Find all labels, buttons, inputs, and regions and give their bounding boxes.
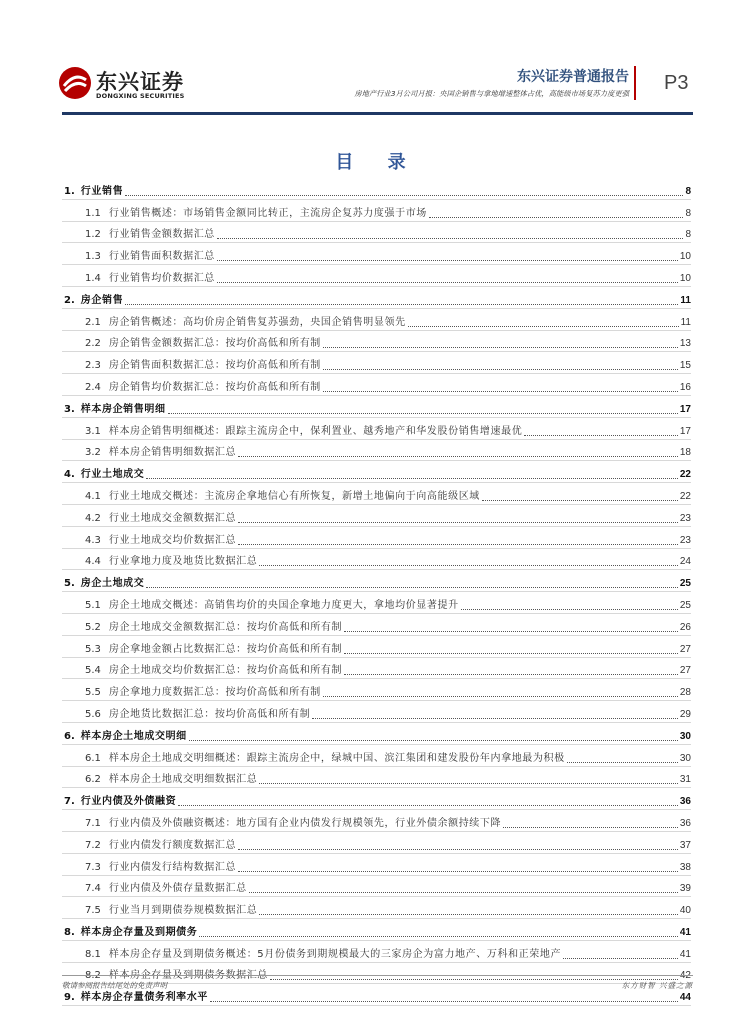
toc-dot-leader bbox=[429, 216, 684, 218]
toc-entry-number: 3.1 bbox=[85, 425, 101, 437]
toc-subsection-link[interactable] bbox=[62, 592, 691, 614]
toc-entry-number: 4.2 bbox=[85, 512, 101, 524]
toc-dot-leader bbox=[312, 717, 678, 719]
toc-section-link[interactable] bbox=[62, 723, 691, 745]
toc-entry-title: 行业内债发行结构数据汇总 bbox=[108, 861, 237, 873]
toc-dot-leader bbox=[482, 499, 678, 501]
toc-dot-leader bbox=[189, 739, 678, 741]
toc-entry-title: 样本房企土地成交明细 bbox=[80, 730, 187, 742]
toc-entry-title: 行业内债及外债存量数据汇总 bbox=[108, 883, 247, 895]
toc-dot-leader bbox=[249, 891, 678, 893]
toc-entry-number: 5.6 bbox=[85, 708, 101, 720]
toc-dot-leader bbox=[146, 477, 678, 479]
toc-page-number: 23 bbox=[679, 512, 691, 524]
toc-entry-title: 样本房企土地成交明细数据汇总 bbox=[108, 774, 258, 786]
toc-dot-leader bbox=[259, 913, 678, 915]
toc-entry-number: 5.3 bbox=[85, 643, 101, 655]
toc-subsection-link[interactable] bbox=[62, 897, 691, 919]
toc-subsection-link[interactable] bbox=[62, 352, 691, 374]
toc-dot-leader bbox=[323, 368, 678, 370]
toc-entry-title: 样本房企存量及到期债务概述：5月份债务到期规模最大的三家房企为富力地产、万科和正荣地产 bbox=[108, 948, 562, 960]
toc-subsection-link[interactable] bbox=[62, 745, 691, 767]
toc-entry-number: 7.1 bbox=[85, 817, 101, 829]
toc-section-link[interactable] bbox=[62, 919, 691, 941]
toc-page-number: 31 bbox=[679, 774, 691, 786]
toc-entry-title: 行业土地成交概述：主流房企拿地信心有所恢复，新增土地偏向于向高能级区域 bbox=[108, 490, 480, 502]
toc-page-number: 23 bbox=[679, 534, 691, 546]
toc-dot-leader bbox=[567, 761, 678, 763]
toc-subsection-link[interactable] bbox=[62, 614, 691, 636]
footer-rule bbox=[62, 975, 693, 976]
toc-entry-title: 房企拿地力度数据汇总：按均价高低和所有制 bbox=[108, 687, 321, 699]
toc-entry-number: 5. bbox=[64, 578, 75, 590]
toc-entry-title: 房企土地成交 bbox=[80, 578, 145, 590]
toc-dot-leader bbox=[210, 1000, 678, 1002]
toc-dot-leader bbox=[461, 608, 678, 610]
toc-subsection-link[interactable] bbox=[62, 243, 691, 265]
toc-section-link[interactable] bbox=[62, 461, 691, 483]
toc-entry-title: 样本房企存量债务利率水平 bbox=[80, 992, 208, 1004]
toc-dot-leader bbox=[563, 957, 678, 959]
toc-entry-title: 房企销售概述：高均价房企销售复苏强劲，央国企销售明显领先 bbox=[108, 316, 406, 328]
toc-dot-leader bbox=[125, 303, 678, 305]
toc-dot-leader bbox=[146, 586, 678, 588]
toc-page-number: 17 bbox=[679, 425, 691, 437]
toc-page-number: 16 bbox=[679, 381, 691, 393]
toc-entry-title: 房企土地成交均价数据汇总：按均价高低和所有制 bbox=[108, 665, 343, 677]
toc-entry-number: 8. bbox=[64, 926, 75, 938]
toc-page-number: 38 bbox=[679, 861, 691, 873]
toc-entry-number: 5.1 bbox=[85, 599, 101, 611]
toc-entry-title: 行业销售概述：市场销售金额同比转正，主流房企复苏力度强于市场 bbox=[108, 207, 427, 219]
header-divider bbox=[634, 66, 636, 100]
toc-entry-title: 行业内债及外债融资 bbox=[80, 796, 177, 808]
company-logo bbox=[58, 66, 183, 104]
toc-subsection-link[interactable] bbox=[62, 527, 691, 549]
toc-entry-number: 7. bbox=[64, 796, 75, 808]
logo-english-name: DONGXING SECURITIES bbox=[96, 92, 185, 100]
toc-page-number: 44 bbox=[679, 992, 691, 1004]
toc-entry-title: 行业土地成交金额数据汇总 bbox=[108, 512, 237, 524]
toc-page-number: 41 bbox=[679, 948, 691, 960]
toc-dot-leader bbox=[524, 434, 678, 436]
toc-subsection-link[interactable] bbox=[62, 331, 691, 353]
toc-dot-leader bbox=[199, 935, 678, 937]
toc-entry-title: 房企销售均价数据汇总：按均价高低和所有制 bbox=[108, 381, 321, 393]
toc-entry-number: 2. bbox=[64, 294, 75, 306]
toc-entry-number: 5.5 bbox=[85, 687, 101, 699]
toc-entry-title: 行业销售金额数据汇总 bbox=[108, 229, 215, 241]
toc-subsection-link[interactable] bbox=[62, 658, 691, 680]
toc-subsection-link[interactable] bbox=[62, 440, 691, 462]
toc-subsection-link[interactable] bbox=[62, 854, 691, 876]
toc-entry-title: 房企地货比数据汇总：按均价高低和所有制 bbox=[108, 708, 311, 720]
toc-entry-number: 7.5 bbox=[85, 905, 101, 917]
toc-section-link[interactable] bbox=[62, 570, 691, 592]
toc-subsection-link[interactable] bbox=[62, 767, 691, 789]
toc-page-number: 36 bbox=[679, 796, 691, 808]
toc-entry-title: 行业内债发行额度数据汇总 bbox=[108, 839, 237, 851]
toc-page-number: 13 bbox=[679, 338, 691, 350]
toc-entry-number: 2.4 bbox=[85, 381, 101, 393]
toc-page-number: 37 bbox=[679, 839, 691, 851]
toc-page-number: 30 bbox=[679, 752, 691, 764]
toc-entry-number: 1.2 bbox=[85, 229, 101, 241]
toc-page-number: 27 bbox=[679, 643, 691, 655]
toc-page-number: 28 bbox=[679, 687, 691, 699]
toc-entry-number: 7.3 bbox=[85, 861, 101, 873]
toc-subsection-link[interactable] bbox=[62, 549, 691, 571]
toc-entry-title: 行业内债及外债融资概述：地方国有企业内债发行规模领先，行业外债余额持续下降 bbox=[108, 817, 502, 829]
toc-entry-title: 行业销售均价数据汇总 bbox=[108, 272, 215, 284]
toc-subsection-link[interactable] bbox=[62, 265, 691, 287]
toc-entry-title: 样本房企土地成交明细概述：跟踪主流房企中，绿城中国、滨江集团和建发股份年内拿地最为积极 bbox=[108, 752, 565, 764]
toc-dot-leader bbox=[125, 194, 683, 196]
toc-entry-number: 4.3 bbox=[85, 534, 101, 546]
page-number: P3 bbox=[664, 72, 689, 94]
toc-page-number: 10 bbox=[679, 272, 691, 284]
toc-dot-leader bbox=[323, 346, 678, 348]
toc-page-number: 10 bbox=[679, 251, 691, 263]
toc-dot-leader bbox=[238, 848, 678, 850]
toc-page-number: 26 bbox=[679, 621, 691, 633]
toc-entry-number: 6.2 bbox=[85, 774, 101, 786]
toc-page-number: 27 bbox=[679, 665, 691, 677]
toc-dot-leader bbox=[323, 390, 678, 392]
toc-dot-leader bbox=[270, 978, 678, 980]
toc-subsection-link[interactable] bbox=[62, 505, 691, 527]
toc-page-number: 24 bbox=[679, 556, 691, 568]
toc-page-number: 30 bbox=[679, 730, 691, 742]
toc-entry-number: 1.4 bbox=[85, 272, 101, 284]
toc-title: 目 录 bbox=[335, 152, 420, 173]
toc-page-number: 36 bbox=[679, 817, 691, 829]
toc-subsection-link[interactable] bbox=[62, 309, 691, 331]
logo-mark-icon bbox=[58, 66, 92, 100]
toc-entry-title: 房企销售 bbox=[80, 294, 124, 306]
toc-entry-number: 7.4 bbox=[85, 883, 101, 895]
toc-page-number: 8 bbox=[685, 229, 691, 241]
toc-entry-title: 房企土地成交概述：高销售均价的央国企拿地力度更大，拿地均价显著提升 bbox=[108, 599, 459, 611]
toc-dot-leader bbox=[238, 870, 678, 872]
toc-entry-title: 行业销售面积数据汇总 bbox=[108, 251, 215, 263]
toc-subsection-link[interactable] bbox=[62, 941, 691, 963]
toc-subsection-link[interactable] bbox=[62, 832, 691, 854]
toc-entry-title: 行业土地成交 bbox=[80, 469, 145, 481]
toc-entry-number: 4.1 bbox=[85, 490, 101, 502]
footer-disclaimer: 敬请参阅报告结尾处的免责声明 bbox=[62, 981, 167, 990]
toc-subsection-link[interactable] bbox=[62, 876, 691, 898]
toc-entry-title: 样本房企销售明细数据汇总 bbox=[108, 447, 237, 459]
toc-entry-number: 1. bbox=[64, 185, 75, 197]
toc-page-number: 22 bbox=[679, 490, 691, 502]
toc-page-number: 8 bbox=[685, 185, 691, 197]
toc-entry-title: 房企销售金额数据汇总：按均价高低和所有制 bbox=[108, 338, 321, 350]
table-of-contents bbox=[62, 178, 691, 1006]
toc-page-number: 11 bbox=[680, 316, 691, 328]
toc-dot-leader bbox=[259, 564, 678, 566]
toc-subsection-link[interactable] bbox=[62, 200, 691, 222]
toc-entry-number: 8.1 bbox=[85, 948, 101, 960]
toc-page-number: 8 bbox=[685, 207, 691, 219]
toc-entry-title: 行业拿地力度及地货比数据汇总 bbox=[108, 556, 258, 568]
toc-entry-number: 7.2 bbox=[85, 839, 101, 851]
toc-page-number: 11 bbox=[680, 294, 691, 306]
toc-entry-title: 行业销售 bbox=[80, 185, 124, 197]
toc-entry-number: 5.2 bbox=[85, 621, 101, 633]
toc-subsection-link[interactable] bbox=[62, 810, 691, 832]
toc-entry-title: 房企土地成交金额数据汇总：按均价高低和所有制 bbox=[108, 621, 343, 633]
toc-entry-number: 3.2 bbox=[85, 447, 101, 459]
toc-entry-number: 2.3 bbox=[85, 360, 101, 372]
toc-entry-number: 3. bbox=[64, 403, 75, 415]
toc-page-number: 15 bbox=[679, 360, 691, 372]
logo-chinese-name: 东兴证券 bbox=[96, 70, 184, 94]
toc-page-number: 18 bbox=[679, 447, 691, 459]
toc-entry-number: 1.1 bbox=[85, 207, 101, 219]
toc-dot-leader bbox=[344, 630, 678, 632]
header-rule bbox=[62, 112, 693, 115]
toc-entry-number: 9. bbox=[64, 992, 75, 1004]
toc-entry-number: 6. bbox=[64, 730, 75, 742]
toc-subsection-link[interactable] bbox=[62, 374, 691, 396]
report-type-label: 东兴证券普通报告 bbox=[517, 69, 629, 85]
toc-dot-leader bbox=[217, 237, 684, 239]
toc-entry-title: 行业土地成交均价数据汇总 bbox=[108, 534, 237, 546]
toc-entry-number: 1.3 bbox=[85, 251, 101, 263]
toc-page-number: 22 bbox=[679, 469, 691, 481]
report-subtitle: 房地产行业3月公司月报：央国企销售与拿地增速整体占优，高能级市场复苏力度更强 bbox=[354, 89, 629, 98]
toc-subsection-link[interactable] bbox=[62, 418, 691, 440]
toc-entry-title: 样本房企存量及到期债务 bbox=[80, 926, 198, 938]
footer-slogan: 东方财智 兴盛之源 bbox=[621, 981, 693, 990]
toc-section-link[interactable] bbox=[62, 788, 691, 810]
toc-dot-leader bbox=[344, 673, 678, 675]
toc-dot-leader bbox=[408, 325, 679, 327]
toc-dot-leader bbox=[323, 695, 678, 697]
toc-entry-number: 4.4 bbox=[85, 556, 101, 568]
toc-entry-title: 房企拿地金额占比数据汇总：按均价高低和所有制 bbox=[108, 643, 343, 655]
toc-entry-title: 样本房企销售明细概述：跟踪主流房企中，保利置业、越秀地产和华发股份销售增速最优 bbox=[108, 425, 523, 437]
toc-subsection-link[interactable] bbox=[62, 701, 691, 723]
toc-page-number: 41 bbox=[679, 926, 691, 938]
toc-entry-title: 样本房企销售明细 bbox=[80, 403, 166, 415]
toc-dot-leader bbox=[178, 804, 678, 806]
toc-section-link[interactable] bbox=[62, 396, 691, 418]
toc-dot-leader bbox=[217, 281, 678, 283]
toc-subsection-link[interactable] bbox=[62, 483, 691, 505]
toc-dot-leader bbox=[238, 455, 678, 457]
toc-subsection-link[interactable] bbox=[62, 222, 691, 244]
toc-entry-number: 4. bbox=[64, 469, 75, 481]
toc-page-number: 25 bbox=[679, 599, 691, 611]
toc-page-number: 25 bbox=[679, 578, 691, 590]
toc-dot-leader bbox=[238, 521, 678, 523]
toc-page-number: 39 bbox=[679, 883, 691, 895]
toc-section-link[interactable] bbox=[62, 287, 691, 309]
toc-dot-leader bbox=[344, 652, 678, 654]
toc-entry-number: 2.1 bbox=[85, 316, 101, 328]
toc-page-number: 17 bbox=[679, 403, 691, 415]
toc-page-number: 40 bbox=[679, 905, 691, 917]
toc-dot-leader bbox=[168, 412, 678, 414]
toc-dot-leader bbox=[503, 826, 678, 828]
toc-dot-leader bbox=[217, 259, 678, 261]
toc-subsection-link[interactable] bbox=[62, 636, 691, 658]
toc-entry-number: 5.4 bbox=[85, 665, 101, 677]
toc-entry-title: 房企销售面积数据汇总：按均价高低和所有制 bbox=[108, 360, 321, 372]
toc-entry-number: 6.1 bbox=[85, 752, 101, 764]
toc-entry-number: 2.2 bbox=[85, 338, 101, 350]
toc-dot-leader bbox=[259, 782, 678, 784]
toc-dot-leader bbox=[238, 543, 678, 545]
toc-entry-title: 行业当月到期债券规模数据汇总 bbox=[108, 905, 258, 917]
toc-section-link[interactable] bbox=[62, 178, 691, 200]
toc-page-number: 29 bbox=[679, 708, 691, 720]
toc-subsection-link[interactable] bbox=[62, 679, 691, 701]
